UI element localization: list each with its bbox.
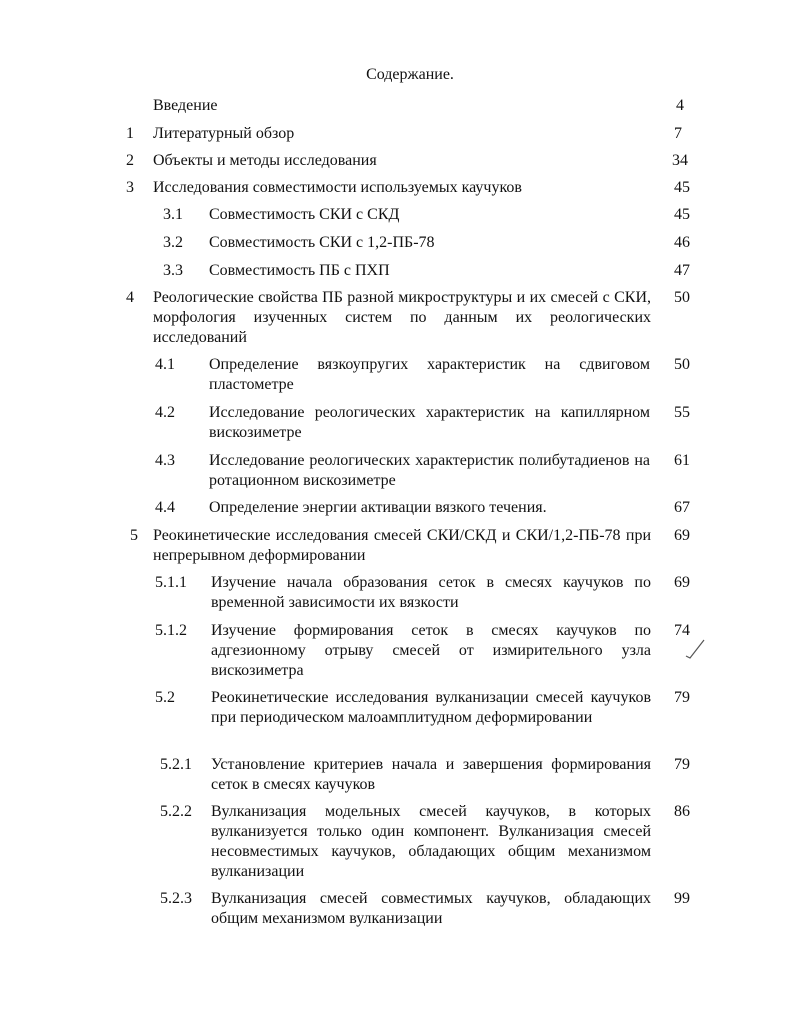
toc-entry-title: Вулканизация смесей совместимых каучуков, обладающих общим механизмом вулканизации — [211, 890, 651, 927]
toc-entry-title: Исследование реологических характеристик на капиллярном вискозиметре — [209, 404, 650, 441]
toc-entry-number: 3.1 — [163, 206, 183, 223]
toc-entry-number: 5.2.2 — [160, 803, 192, 820]
toc-entry-page: 46 — [674, 234, 690, 251]
toc-entry-title: Вулканизация модельных смесей каучуков, в которых вулканизуется только один компонент. Вулканизация смесей несовместимых каучуков, обладающих общим механизмом вулканизации — [211, 803, 651, 880]
toc-entry-number: 4.2 — [155, 404, 175, 421]
toc-entry-page: 4 — [676, 97, 684, 114]
toc-entry-page: 45 — [674, 179, 690, 196]
toc-entry-number: 3.3 — [163, 262, 183, 279]
toc-entry-title: Определение энергии активации вязкого течения. — [209, 499, 547, 516]
toc-entry-page: 50 — [674, 356, 690, 373]
toc-entry-title: Реологические свойства ПБ разной микроструктуры и их смесей с СКИ, морфология изученных систем по данным их реологических исследований — [153, 289, 651, 346]
toc-entry-number: 1 — [126, 125, 134, 142]
toc-entry-number: 5 — [130, 527, 138, 544]
pencil-check-mark — [682, 634, 712, 664]
toc-entry-number: 3 — [126, 179, 134, 196]
toc-entry-number: 4.3 — [155, 452, 175, 469]
toc-entry-number: 3.2 — [163, 234, 183, 251]
toc-entry-title: Совместимость СКИ с 1,2-ПБ-78 — [209, 234, 435, 251]
toc-entry-title: Реокинетические исследования вулканизации смесей каучуков при периодическом малоамплитудном деформировании — [211, 689, 651, 726]
toc-entry-title: Введение — [153, 97, 218, 114]
toc-entry-page: 61 — [674, 452, 690, 469]
toc-entry-title: Определение вязкоупругих характеристик на сдвиговом пластометре — [209, 356, 650, 393]
toc-entry-page: 47 — [674, 262, 690, 279]
toc-entry-number: 4 — [126, 289, 134, 306]
toc-entry-number: 5.2.1 — [160, 756, 192, 773]
toc-entry-title: Объекты и методы исследования — [153, 152, 377, 169]
toc-entry-page: 45 — [674, 206, 690, 223]
toc-entry-title: Изучение начала образования сеток в смесях каучуков по временной зависимости их вязкости — [211, 574, 651, 611]
toc-entry-page: 99 — [674, 890, 690, 907]
page-title: Содержание. — [366, 66, 454, 83]
toc-entry-number: 5.1.1 — [155, 574, 187, 591]
toc-entry-title: Исследование реологических характеристик полибутадиенов на ротационном вискозиметре — [209, 452, 650, 489]
toc-entry-page: 79 — [674, 756, 690, 773]
toc-entry-number: 2 — [126, 152, 134, 169]
toc-entry-title: Реокинетические исследования смесей СКИ/СКД и СКИ/1,2-ПБ-78 при непрерывном деформировании — [153, 527, 651, 564]
toc-entry-page: 34 — [672, 152, 688, 169]
toc-entry-page: 7 — [674, 125, 682, 142]
toc-entry-number: 4.4 — [155, 499, 175, 516]
toc-entry-page: 50 — [674, 289, 690, 306]
toc-entry-title: Исследования совместимости используемых каучуков — [153, 179, 522, 196]
toc-entry-number: 4.1 — [155, 356, 175, 373]
toc-entry-title: Установление критериев начала и завершения формирования сеток в смесях каучуков — [211, 756, 651, 793]
toc-entry-title: Изучение формирования сеток в смесях каучуков по адгезионному отрыву смесей от измирительного узла вискозиметра — [211, 622, 651, 679]
toc-entry-page: 74 — [674, 622, 690, 639]
toc-entry-page: 69 — [674, 527, 690, 544]
toc-entry-page: 67 — [674, 499, 690, 516]
toc-entry-title: Совместимость СКИ с СКД — [209, 206, 400, 223]
toc-entry-number: 5.1.2 — [155, 622, 187, 639]
toc-entry-title: Литературный обзор — [153, 125, 295, 142]
toc-entry-number: 5.2 — [155, 689, 175, 706]
toc-entry-title: Совместимость ПБ с ПХП — [209, 262, 390, 279]
toc-entry-number: 5.2.3 — [160, 890, 192, 907]
toc-entry-page: 69 — [674, 574, 690, 591]
toc-entry-page: 79 — [674, 689, 690, 706]
toc-entry-page: 86 — [674, 803, 690, 820]
toc-entry-page: 55 — [674, 404, 690, 421]
